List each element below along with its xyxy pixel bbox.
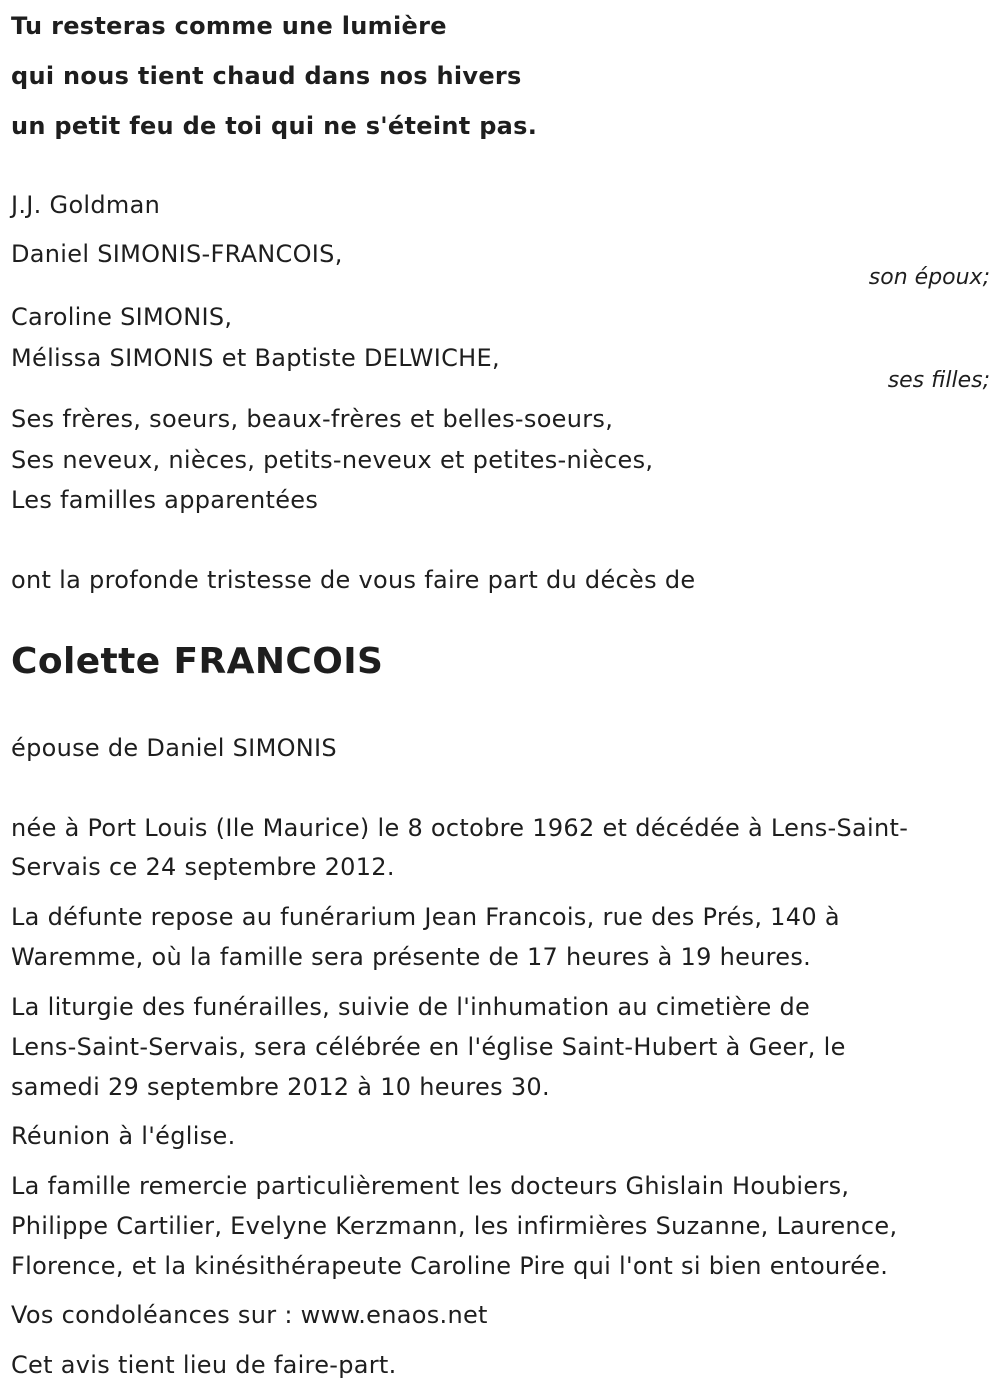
announcement: ont la profonde tristesse de vous faire part du décès de — [11, 566, 696, 594]
family-line-2: Ses neveux, nièces, petits-neveux et petites-nièces, — [11, 446, 654, 474]
funerarium-line-1: La défunte repose au funérarium Jean Francois, rue des Prés, 140 à — [11, 903, 840, 931]
poem-author: J.J. Goldman — [11, 191, 161, 219]
liturgy-line-2: Lens-Saint-Servais, sera célébrée en l'église Saint-Hubert à Geer, le — [11, 1033, 846, 1061]
husband-relation: son époux; — [868, 265, 990, 290]
condolences-line: Vos condoléances sur : www.enaos.net — [11, 1301, 488, 1329]
deceased-name: Colette FRANCOIS — [11, 641, 384, 682]
poem-line-3: un petit feu de toi qui ne s'éteint pas. — [11, 112, 538, 140]
reunion-line: Réunion à l'église. — [11, 1122, 236, 1150]
funerarium-line-2: Waremme, où la famille sera présente de 17 heures à 19 heures. — [11, 943, 812, 971]
birth-line-2: Servais ce 24 septembre 2012. — [11, 853, 395, 881]
poem-line-1: Tu resteras comme une lumière — [11, 12, 447, 40]
family-line-1: Ses frères, soeurs, beaux-frères et belles-soeurs, — [11, 405, 614, 433]
family-line-3: Les familles apparentées — [11, 486, 319, 514]
daughter-1: Caroline SIMONIS, — [11, 303, 233, 331]
birth-line-1: née à Port Louis (Ile Maurice) le 8 octobre 1962 et décédée à Lens-Saint- — [11, 814, 909, 842]
closing-line: Cet avis tient lieu de faire-part. — [11, 1351, 397, 1379]
thanks-line-2: Philippe Cartilier, Evelyne Kerzmann, les infirmières Suzanne, Laurence, — [11, 1212, 898, 1240]
thanks-line-1: La famille remercie particulièrement les docteurs Ghislain Houbiers, — [11, 1172, 850, 1200]
liturgy-line-1: La liturgie des funérailles, suivie de l'inhumation au cimetière de — [11, 993, 811, 1021]
daughters-relation: ses filles; — [887, 368, 990, 393]
poem-line-2: qui nous tient chaud dans nos hivers — [11, 62, 522, 90]
spouse-line: épouse de Daniel SIMONIS — [11, 734, 337, 762]
liturgy-line-3: samedi 29 septembre 2012 à 10 heures 30. — [11, 1073, 550, 1101]
daughter-2: Mélissa SIMONIS et Baptiste DELWICHE, — [11, 344, 500, 372]
husband-name: Daniel SIMONIS-FRANCOIS, — [11, 240, 343, 268]
thanks-line-3: Florence, et la kinésithérapeute Caroline Pire qui l'ont si bien entourée. — [11, 1252, 889, 1280]
